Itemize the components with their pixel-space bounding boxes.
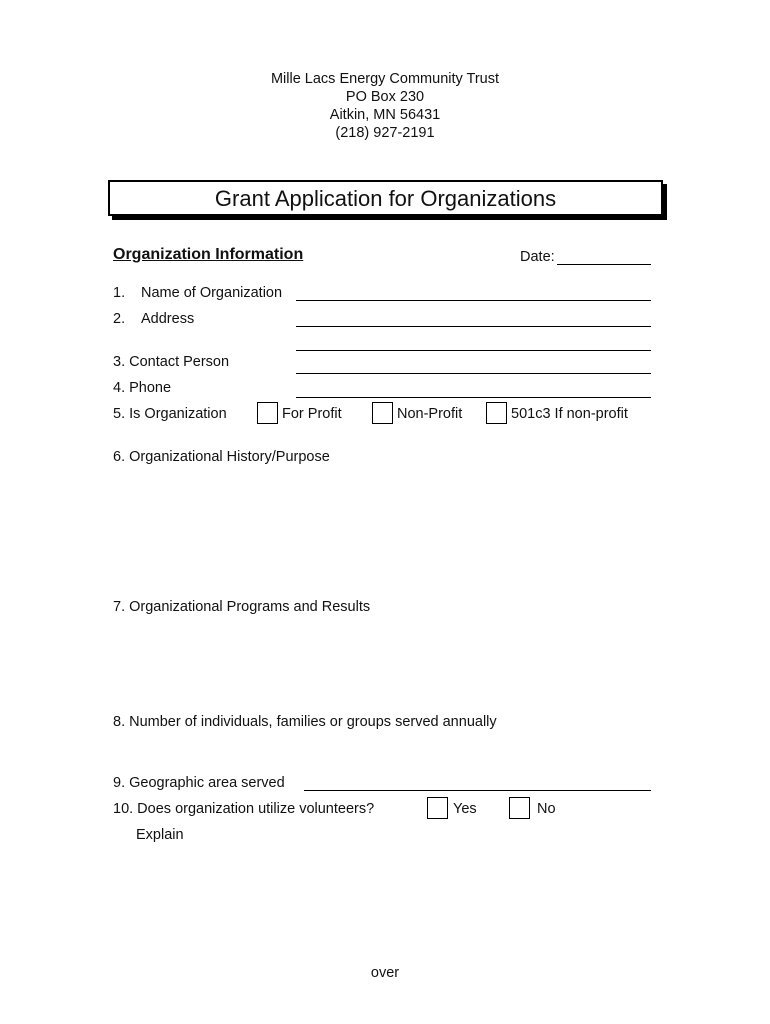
- for-profit-label: For Profit: [282, 406, 342, 422]
- q5-label: 5. Is Organization: [113, 406, 227, 422]
- form-title: Grant Application for Organizations: [108, 180, 663, 216]
- org-name: Mille Lacs Energy Community Trust: [270, 71, 500, 87]
- q1-number: 1.: [113, 285, 126, 301]
- q3-label: 3. Contact Person: [113, 354, 230, 370]
- non-profit-label: Non-Profit: [397, 406, 463, 422]
- letterhead: [0, 70, 770, 142]
- programs-results-area[interactable]: [113, 620, 651, 705]
- city-state-zip: Aitkin, MN 56431: [329, 107, 441, 123]
- geographic-area-field[interactable]: [304, 790, 651, 791]
- history-purpose-area[interactable]: [113, 470, 651, 590]
- section-heading: Organization Information: [113, 246, 304, 263]
- 501c3-label: 501c3 If non-profit: [511, 406, 628, 422]
- q1-label: Name of Organization: [141, 285, 283, 301]
- address-field-line-2[interactable]: [296, 350, 651, 351]
- q7-label: 7. Organizational Programs and Results: [113, 599, 371, 615]
- organization-name-field[interactable]: [296, 300, 651, 301]
- explain-label: Explain: [136, 827, 184, 843]
- volunteers-explain-area[interactable]: [136, 848, 651, 948]
- date-field[interactable]: [557, 264, 651, 265]
- date-label: Date:: [520, 249, 555, 265]
- q8-label: 8. Number of individuals, families or groups served annually: [113, 714, 497, 730]
- for-profit-checkbox[interactable]: [257, 402, 278, 424]
- q6-label: 6. Organizational History/Purpose: [113, 449, 330, 465]
- volunteers-yes-label: Yes: [453, 801, 477, 817]
- q10-label: 10. Does organization utilize volunteers?: [113, 801, 375, 817]
- q4-label: 4. Phone: [113, 380, 172, 396]
- 501c3-checkbox[interactable]: [486, 402, 507, 424]
- address-field-line-1[interactable]: [296, 326, 651, 327]
- contact-person-field[interactable]: [296, 373, 651, 374]
- volunteers-no-checkbox[interactable]: [509, 797, 530, 819]
- non-profit-checkbox[interactable]: [372, 402, 393, 424]
- individuals-served-area[interactable]: [113, 735, 651, 770]
- org-phone: (218) 927-2191: [335, 125, 435, 141]
- po-box: PO Box 230: [345, 89, 425, 105]
- over-label: over: [370, 965, 400, 981]
- q2-label: Address: [141, 311, 195, 327]
- volunteers-no-label: No: [537, 801, 556, 817]
- volunteers-yes-checkbox[interactable]: [427, 797, 448, 819]
- phone-field[interactable]: [296, 397, 651, 398]
- q2-number: 2.: [113, 311, 126, 327]
- q9-label: 9. Geographic area served: [113, 775, 285, 791]
